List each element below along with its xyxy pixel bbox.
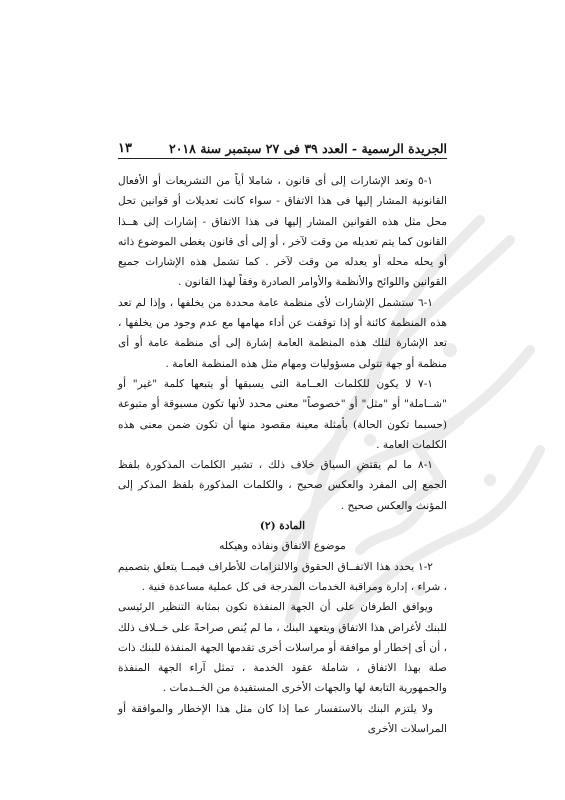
paragraph-2-1: ٢-١ يحدد هذا الاتفــاق الحقوق والالتزامات للأطراف فيمــا يتعلق بتصميم ، شراء ، إدارة ومراقبة الخدمات المدرجة فى كل عملية مساعدة فنية . — [118, 560, 447, 593]
paragraph-1-8: ١-٨ ما لم يقتضِ السياق خلاف ذلك ، تشير الكلمات المذكورة بلفظ الجمع إلى المفرد والعكس صحيح ، والكلمات المذكورة بلفظ المذكر إلى المؤنث والعكس صحيح . — [118, 459, 447, 512]
paragraph-1-7: ١-٧ لا يكون للكلمات العــامة التى يسبقها أو يتبعها كلمة "غير" أو "شــاملة" أو "مثل" أو "خصوصاً" معنى محدد لأنها تكون مسبوقة أو متبوعة (حسبما تكون الحالة) بأمثلة معينة مقصود منها أن تكون ضمن معنى هذه الكلمات العامة . — [118, 377, 447, 451]
document-body — [118, 171, 447, 739]
page-header — [118, 130, 447, 156]
gazette-title: الجريدة الرسمية - العدد ٣٩ فى ٢٧ سبتمبر سنة ٢٠١٨ — [169, 141, 447, 156]
paragraph-2-1-cont-2: ولا يلتزم البنك بالاستفسار عما إذا كان مثل هذا الإخطار والموافقة أو المراسلات الأخرى — [118, 702, 447, 736]
article-heading: المادة (٢) — [259, 520, 306, 533]
paragraph-1-6: ١-٦ ستشمل الإشارات لأى منظمة عامة محددة من يخلفها ، وإذا لم تعد هذه المنظمة كائنة أو إذا توقفت عن أداء مهامها مع عدم وجود من يخلفها ، تعد الإشارة لتلك هذه المنظمة العامة إشارة إلى أى منظمة عامة أو أى منظمة أو جهة تتولى مسؤوليات ومهام مثل هذه المنظمة العامة . — [118, 296, 447, 370]
article-subheading: موضوع الاتفاق ونفاذه وهيكله — [219, 540, 346, 553]
header-rule — [118, 158, 447, 159]
page-number: ١٣ — [118, 141, 132, 156]
paragraph-2-1-cont: ويوافق الطرفان على أن الجهة المنفذة تكون بمثابة التنظير الرئيسى للبنك لأغراض هذا الاتفاق ويتعهد البنك ، ما لم يُنص صراحةً على خــلاف ذلك ، أن أى إخطار أو موافقة أو مراسلات أخرى تقدمها الجهة المنفذة للبنك ذات صلة بهذا الاتفاق ، شاملة عقود الخدمة ، تمثل آراء الجهة المنفذة والجمهورية التابعة لها والجهات الأخرى المستفيدة من الخــدمات . — [118, 601, 447, 695]
paragraph-1-5: ١-٥ وتعد الإشارات إلى أى قانون ، شاملا أياً من التشريعات أو الأفعال القانونية المشار إليها فى هذا الاتفاق - سواء كانت تعديلات أو قوانين تحل محل مثل هذه القوانين المشار إليها فى هذا الاتفاق - إشارات إلى هــذا القانون كما يتم تعديله من وقت لآخر ، أو إلى أى قانون يغطى الموضوع ذاته أو يحله محله أو يعدله من وقت لآخر . كما تشمل هذه الإشارات جميع القوانين واللوائح والأنظمة والأوامر الصادرة وفقاً لهذا القانون . — [118, 175, 447, 289]
